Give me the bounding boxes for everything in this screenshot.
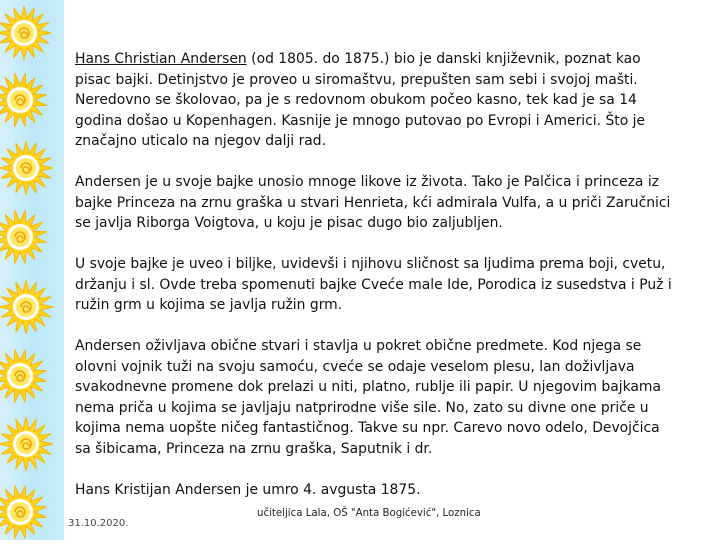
document-body	[75, 49, 675, 521]
sun-flower-icon	[0, 417, 53, 471]
sun-flower-icon	[0, 6, 51, 60]
sun-flower-icon	[0, 211, 47, 264]
sun-flower-icon	[0, 74, 47, 127]
paragraph-biography	[75, 49, 675, 152]
footer-date: 31.10.2020.	[68, 518, 129, 529]
paragraph-death: Hans Kristijan Andersen je umro 4. avgusta 1875.	[75, 481, 421, 498]
decorative-sun-border	[0, 0, 64, 540]
footer-credit: učiteljica Lala, OŠ "Anta Bogićević", Loznica	[257, 508, 481, 519]
paragraph-plants: U svoje bajke je uveo i biljke, uvidevši i njihovu sličnost sa ljudima prema boji, cvetu, držanju i sl. Ovde treba spomenuti bajke Cveće male Ide, Porodica iz susedstva i Puž i ružin grm u kojima se javlja ružin grm.	[75, 256, 672, 313]
sun-flower-icon	[0, 486, 47, 539]
sun-flower-icon	[0, 280, 53, 334]
paragraph-characters: Andersen je u svoje bajke unosio mnoge likove iz života. Tako je Palčica i princeza iz bajke Princeza na zrnu graška u stvari Henrieta, kći admirala Vulfa, a u priči Zaručnici se javlja Riborga Voigtova, u koju je pisac dugo bio zaljubljen.	[75, 174, 671, 231]
paragraph-text: (od 1805. do 1875.) bio je danski književnik, poznat kao pisac bajki. Detinjstvo je proveo u siromaštvu, prepušten sam sebi i svojoj mašti. Neredovno se školovao, pa je s redovnom obukom počeo kasno, tek kad je sa 14 godina došao u Kopenhagen. Kasnije je mnogo putovao po Evropi i Americi. Što je značajno uticalo na njegov dalji rad.	[75, 51, 646, 149]
sun-flower-icon	[0, 141, 53, 195]
sun-flower-icon	[0, 350, 47, 403]
author-name: Hans Christian Andersen	[75, 51, 247, 67]
sun-border-column	[0, 0, 64, 540]
paragraph-objects: Andersen oživljava obične stvari i stavlja u pokret obične predmete. Kod njega se olovni vojnik tuži na svoju samoću, cveće se odaje veselom plesu, lan doživljava svakodnevne promene dok prelazi u niti, platno, rublje ili papir. U njegovim bajkama nema priča u kojima se javljaju natprirodne više sile. No, zato su divne one priče u kojima nema uopšte ničeg fantastičnog. Takve su npr. Carevo novo odelo, Devojčica sa šibicama, Princeza na zrnu graška, Saputnik i dr.	[75, 338, 661, 457]
